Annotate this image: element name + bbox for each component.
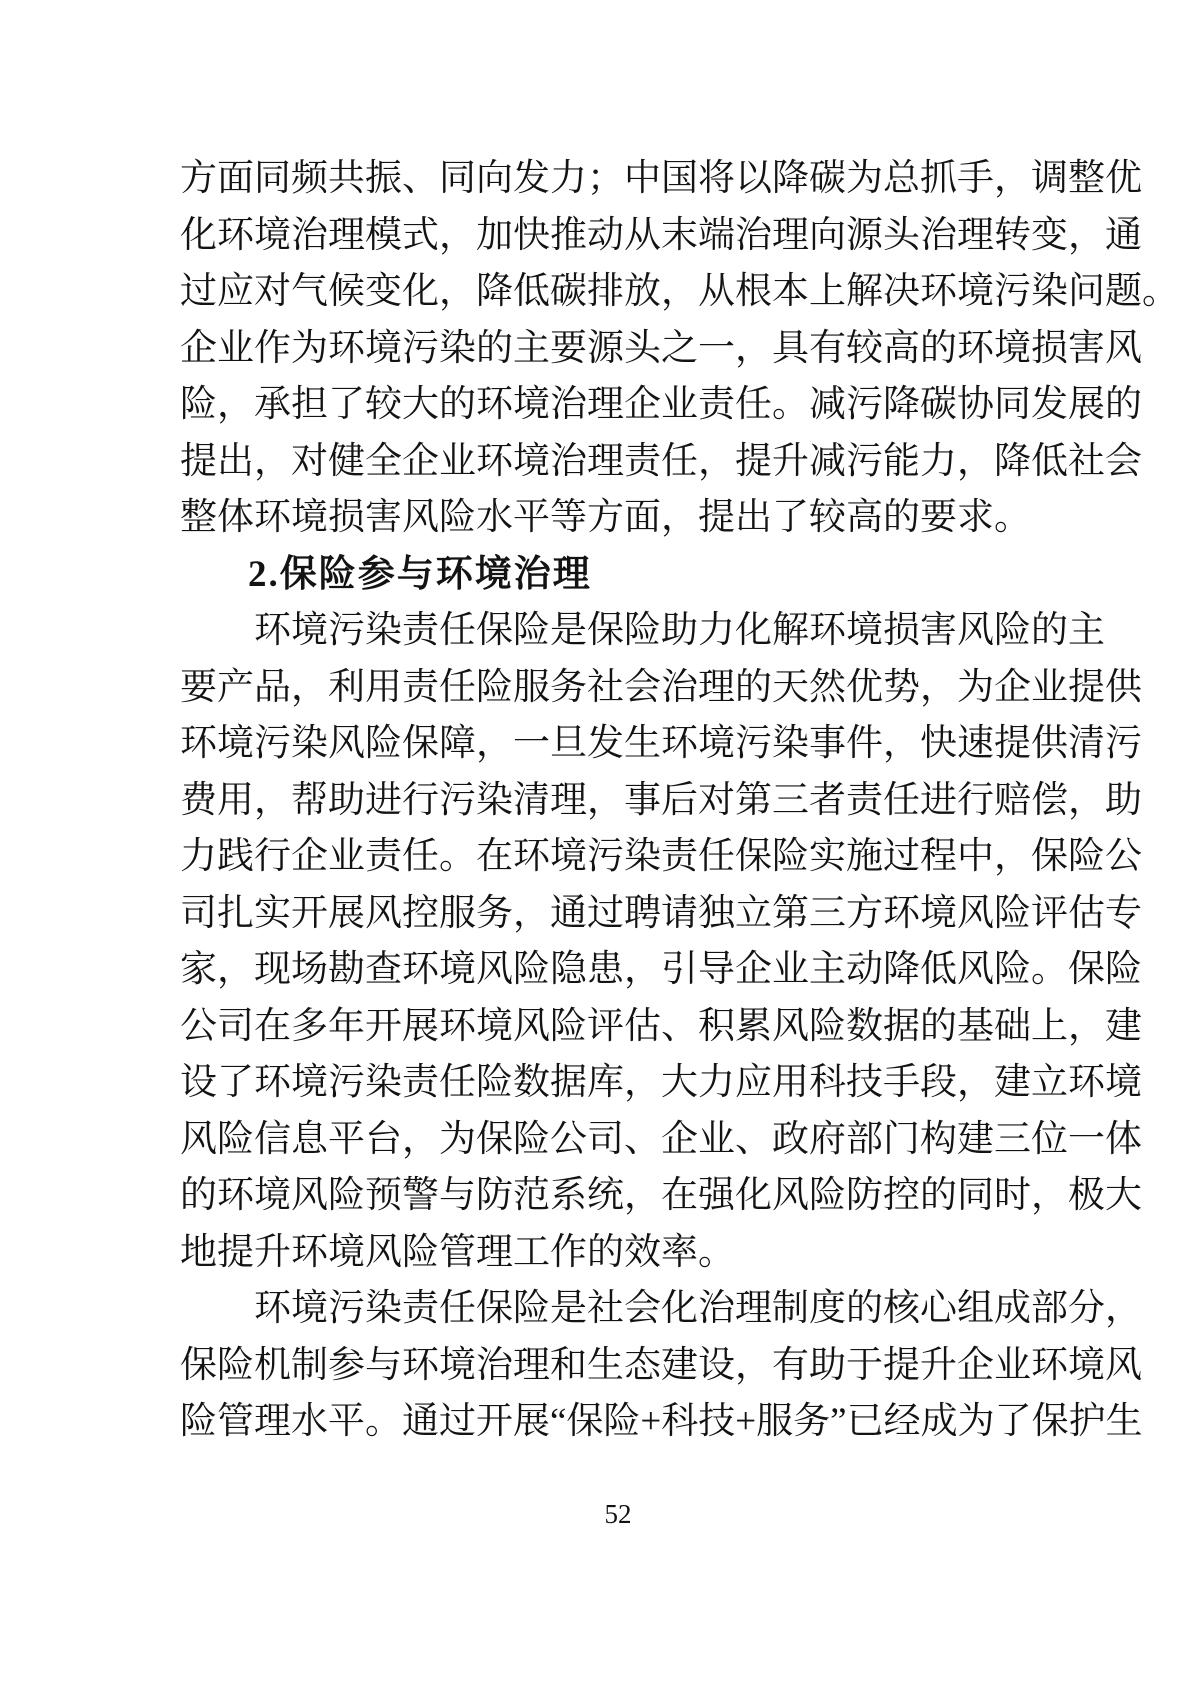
page-number: 52	[604, 1499, 632, 1529]
section-heading: 2.保险参与环境治理	[248, 553, 592, 595]
text-line: 环境污染风险保障，一旦发生环境污染事件，快速提供清污	[180, 723, 1142, 764]
text-line: 方面同频共振、同向发力；中国将以降碳为总抓手，调整优	[180, 158, 1142, 199]
paragraph-2	[180, 603, 1142, 1281]
text-line: 家，现场勘查环境风险隐患，引导企业主动降低风险。保险	[180, 949, 1142, 990]
paragraph-1	[180, 151, 1179, 547]
text-line: 保险机制参与环境治理和生态建设，有助于提升企业环境风	[180, 1344, 1142, 1386]
text-line: 地提升环境风险管理工作的效率。	[180, 1231, 735, 1273]
paragraph-3	[180, 1281, 1143, 1451]
text-line: 风险信息平台，为保险公司、企业、政府部门构建三位一体	[180, 1118, 1142, 1160]
text-line: 司扎实开展风控服务，通过聘请独立第三方环境风险评估专	[180, 892, 1142, 934]
text-line: 化环境治理模式，加快推动从末端治理向源头治理转变，通	[180, 214, 1142, 256]
text-line: 险管理水平。通过开展“保险+科技+服务”已经成为了保护生	[180, 1401, 1143, 1442]
text-line: 的环境风险预警与防范系统，在强化风险防控的同时，极大	[180, 1175, 1142, 1216]
text-line: 环境污染责任保险是保险助力化解环境损害风险的主	[254, 610, 1105, 651]
text-line: 费用，帮助进行污染清理，事后对第三者责任进行赔偿，助	[180, 779, 1142, 821]
text-line: 设了环境污染责任险数据库，大力应用科技手段，建立环境	[180, 1062, 1142, 1103]
text-line: 公司在多年开展环境风险评估、积累风险数据的基础上，建	[180, 1005, 1142, 1047]
text-line: 环境污染责任保险是社会化治理制度的核心组成部分，	[254, 1288, 1142, 1329]
text-line: 力践行企业责任。在环境污染责任保险实施过程中，保险公	[180, 836, 1142, 877]
text-line: 要产品，利用责任险服务社会治理的天然优势，为企业提供	[180, 666, 1142, 708]
text-block	[180, 151, 1179, 1451]
text-line: 过应对气候变化，降低碳排放，从根本上解决环境污染问题。	[180, 271, 1179, 312]
text-line: 险，承担了较大的环境治理企业责任。减污降碳协同发展的	[180, 384, 1142, 425]
text-line: 提出，对健全企业环境治理责任，提升减污能力，降低社会	[180, 440, 1142, 482]
text-line: 企业作为环境污染的主要源头之一，具有较高的环境损害风	[180, 327, 1142, 369]
text-line: 整体环境损害风险水平等方面，提出了较高的要求。	[180, 497, 1031, 538]
